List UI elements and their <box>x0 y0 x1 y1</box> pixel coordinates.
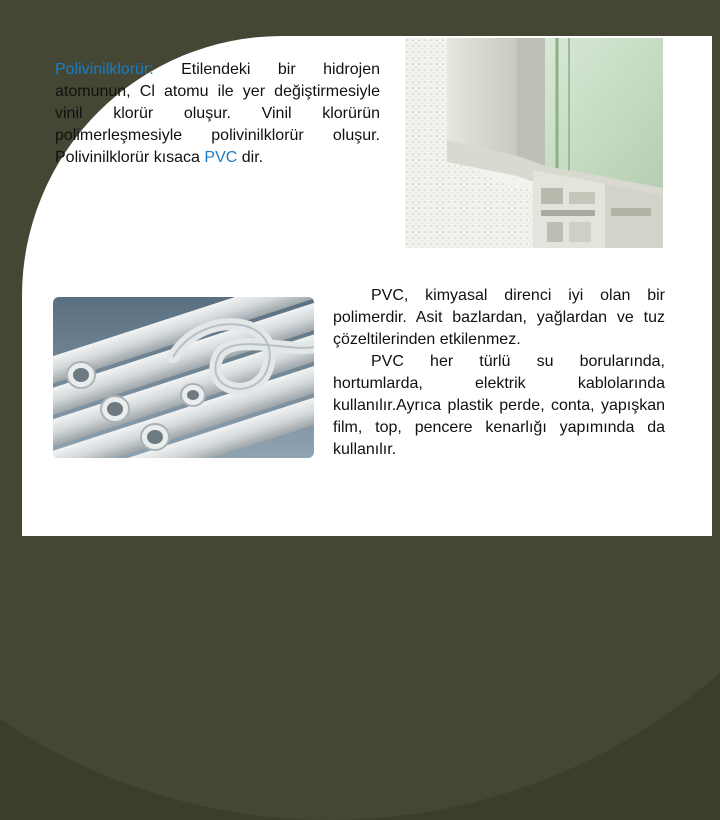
uses-paragraph: PVC her türlü su borularında, hortumlarda, elektrik kablolarında kullanılır.Ayrıca plastik perde, conta, yapışkan film, top, pencere kenarlığı yapımında da kullanılır. <box>333 353 665 458</box>
pvc-pipes-photo <box>53 297 314 458</box>
definition-text <box>55 59 380 169</box>
properties-paragraph: PVC, kimyasal direnci iyi olan bir polimerdir. Asit bazlardan, yağlardan ve tuz çözeltilerinden etkilenmez. <box>333 287 665 348</box>
definition-tail: dir. <box>237 149 264 166</box>
pvc-window-frame-photo <box>405 38 663 248</box>
term-pvc: PVC <box>204 149 238 166</box>
properties-text <box>333 285 665 461</box>
term-polyvinylchloride: Polivinilklorür: <box>55 61 154 78</box>
definition-body: Etilendeki bir hidrojen atomunun, Cl atomu ile yer değiştirmesiyle vinil klorür oluşur. Vinil klorürün polimerleşmesiyle polivinilklorür oluşur. Polivinilklorür kısaca <box>55 61 380 166</box>
